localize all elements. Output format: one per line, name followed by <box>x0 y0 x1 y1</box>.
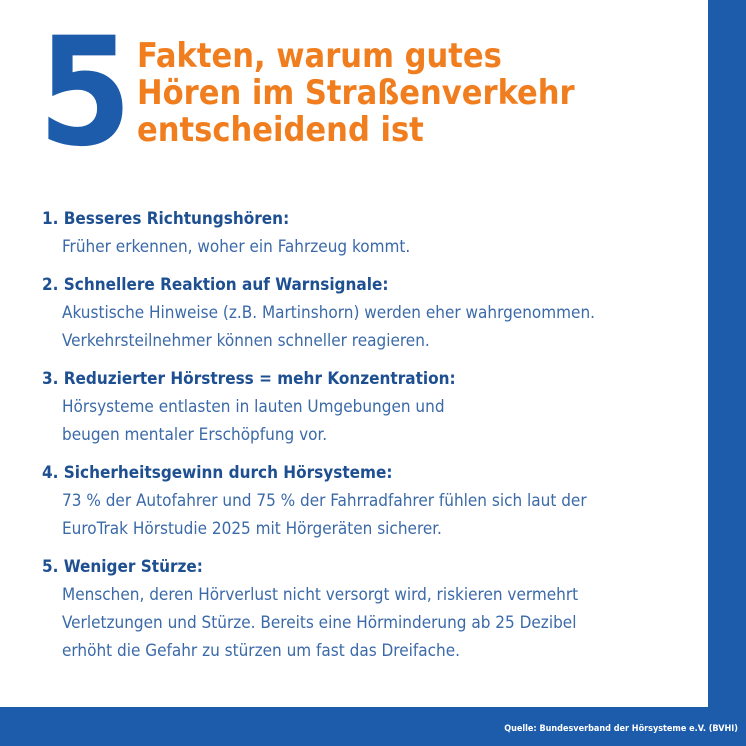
right-accent-bar <box>708 0 746 746</box>
fact-item <box>42 271 702 355</box>
headline-line: entscheidend ist <box>137 110 424 150</box>
facts-list <box>42 205 702 675</box>
fact-title: 4. Sicherheitsgewinn durch Hörsysteme: <box>42 463 393 483</box>
fact-title: 2. Schnellere Reaktion auf Warnsignale: <box>42 275 389 295</box>
fact-item <box>42 553 702 665</box>
headline-line: Hören im Straßenverkehr <box>137 73 575 113</box>
fact-text-line: Hörsysteme entlasten in lauten Umgebungen und <box>62 397 445 417</box>
fact-text-line: beugen mentaler Erschöpfung vor. <box>62 425 328 445</box>
fact-title: 5. Weniger Stürze: <box>42 557 203 577</box>
fact-item <box>42 205 702 261</box>
fact-item <box>42 365 702 449</box>
fact-title: 3. Reduzierter Hörstress = mehr Konzentration: <box>42 369 456 389</box>
fact-text-line: EuroTrak Hörstudie 2025 mit Hörgeräten sicherer. <box>62 519 442 539</box>
fact-text-line: Früher erkennen, woher ein Fahrzeug kommt. <box>62 237 411 257</box>
fact-text-line: erhöht die Gefahr zu stürzen um fast das Dreifache. <box>62 641 460 661</box>
fact-text-line: Verkehrsteilnehmer können schneller reagieren. <box>62 331 430 351</box>
fact-text-line: Verletzungen und Stürze. Bereits eine Hörminderung ab 25 Dezibel <box>62 613 577 633</box>
fact-item <box>42 459 702 543</box>
source-credit: Quelle: Bundesverband der Hörsysteme e.V. (BVHI) <box>504 724 738 734</box>
headline-line: Fakten, warum gutes <box>137 36 502 76</box>
fact-text-line: 73 % der Autofahrer und 75 % der Fahrradfahrer fühlen sich laut der <box>62 491 587 511</box>
bottom-footer-bar <box>0 707 746 746</box>
headline <box>137 38 697 149</box>
headline-number: 5 <box>38 6 132 180</box>
fact-title: 1. Besseres Richtungshören: <box>42 209 290 229</box>
fact-text-line: Akustische Hinweise (z.B. Martinshorn) werden eher wahrgenommen. <box>62 303 596 323</box>
fact-text-line: Menschen, deren Hörverlust nicht versorgt wird, riskieren vermehrt <box>62 585 579 605</box>
